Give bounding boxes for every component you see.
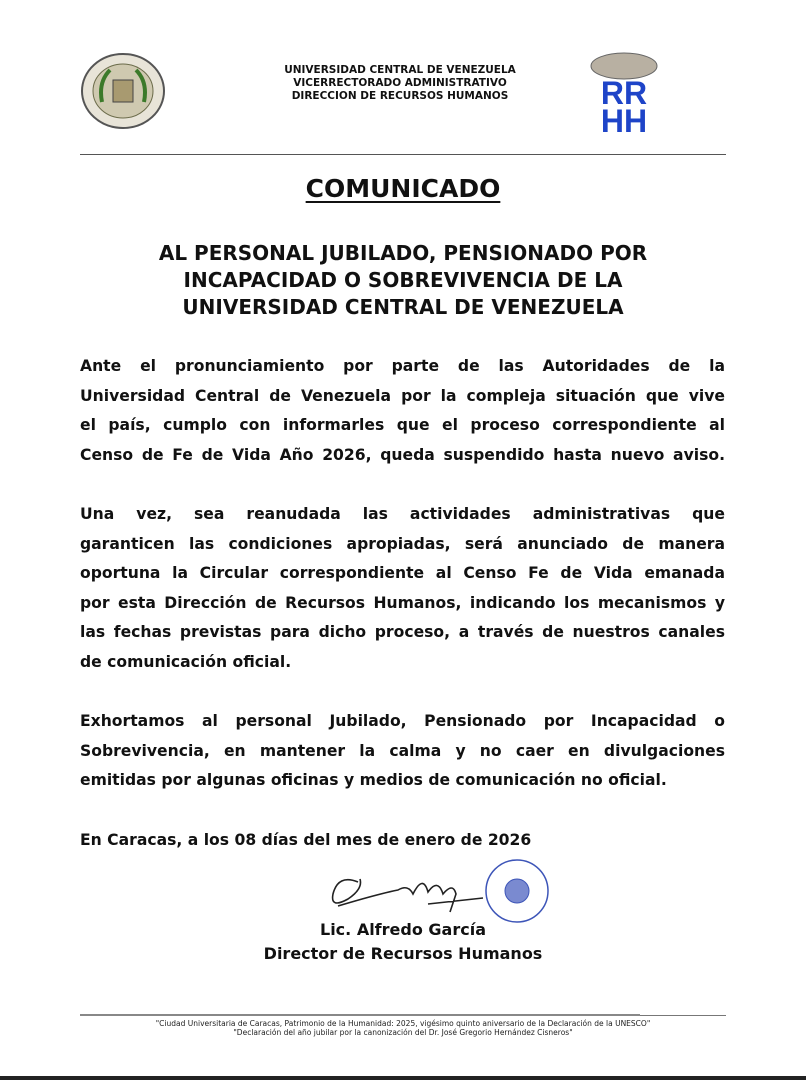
paragraph-1	[80, 352, 725, 470]
paragraph-2	[80, 500, 725, 677]
header-line: VICERRECTORADO ADMINISTRATIVO	[293, 77, 507, 89]
header-line: UNIVERSIDAD CENTRAL DE VENEZUELA	[284, 64, 516, 76]
official-stamp-icon	[484, 858, 550, 924]
document-subtitle	[60, 240, 746, 321]
text-line: el país, cumplo con informarles que el proceso correspondiente al	[80, 416, 725, 434]
header-divider	[80, 154, 726, 155]
subtitle-line: INCAPACIDAD O SOBREVIVENCIA DE LA	[183, 268, 623, 292]
text-line: Exhortamos al personal Jubilado, Pensionado por Incapacidad o	[80, 712, 725, 730]
text-line: emitidas por algunas oficinas y medios de comunicación no oficial.	[80, 771, 667, 789]
document-title: COMUNICADO	[305, 174, 501, 203]
institution-header	[230, 64, 570, 103]
text-line: por esta Dirección de Recursos Humanos, indicando los mecanismos y	[80, 593, 725, 612]
date-line	[80, 826, 725, 856]
handwritten-signature-icon	[318, 864, 488, 924]
footer-line: "Declaración del año jubilar por la canonización del Dr. José Gregorio Hernández Cisneros"	[233, 1028, 573, 1037]
text-line: de comunicación oficial.	[80, 652, 292, 671]
subtitle-line: AL PERSONAL JUBILADO, PENSIONADO POR	[158, 241, 648, 265]
footer-text	[80, 1019, 726, 1037]
paragraph-3	[80, 707, 725, 796]
rrhh-logo-icon	[588, 52, 660, 134]
text-line: Sobrevivencia, en mantener la calma y no caer en divulgaciones	[80, 741, 725, 760]
date-text: En Caracas, a los 08 días del mes de enero de 2026	[80, 831, 532, 849]
signatory-role: Director de Recursos Humanos	[263, 944, 543, 963]
subtitle-line: UNIVERSIDAD CENTRAL DE VENEZUELA	[182, 295, 624, 319]
text-line: garanticen las condiciones apropiadas, será anunciado de manera	[80, 534, 725, 553]
svg-text:RR: RR	[600, 75, 648, 111]
header-line: DIRECCION DE RECURSOS HUMANOS	[291, 90, 509, 102]
text-line: las fechas previstas para dicho proceso, a través de nuestros canales	[80, 623, 725, 641]
svg-text:HH: HH	[600, 103, 648, 134]
signatory-name: Lic. Alfredo García	[320, 920, 486, 939]
text-line: Una vez, sea reanudada las actividades administrativas que	[80, 505, 725, 523]
text-line: Universidad Central de Venezuela por la compleja situación que vive	[80, 386, 725, 405]
text-line: oportuna la Circular correspondiente al Censo Fe de Vida emanada	[80, 564, 725, 582]
text-line: Censo de Fe de Vida Año 2026, queda suspendido hasta nuevo aviso.	[80, 445, 725, 464]
footer-line: "Ciudad Universitaria de Caracas, Patrimonio de la Humanidad: 2025, vigésimo quinto aniversario de la Declaración de la UNESCO"	[155, 1019, 651, 1028]
text-line: Ante el pronunciamiento por parte de las Autoridades de la	[80, 357, 725, 375]
bottom-edge	[0, 1076, 806, 1080]
footer-divider-end	[640, 1015, 726, 1016]
footer-divider	[80, 1014, 640, 1016]
university-seal-icon	[80, 52, 166, 130]
